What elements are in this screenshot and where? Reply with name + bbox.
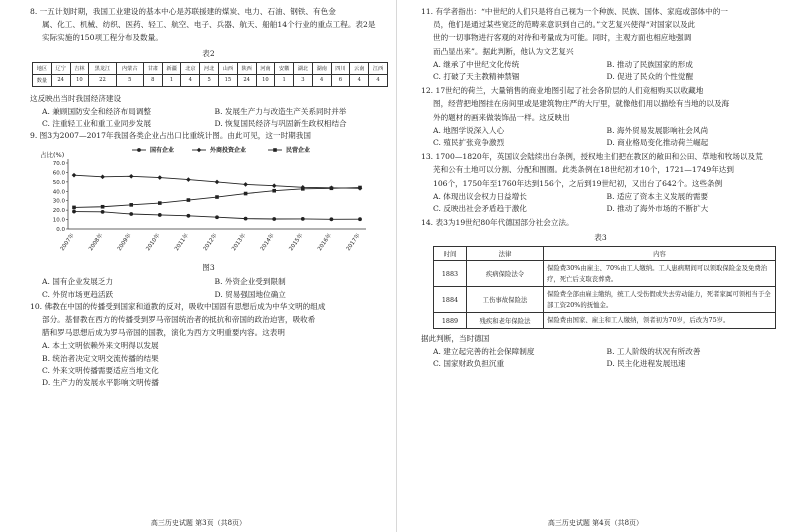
- q10-option-d[interactable]: D. 生产力的发展水平影响文明传播: [42, 378, 159, 388]
- table-row: [434, 313, 776, 329]
- table3-law: 残疾和老年保险法: [467, 313, 544, 329]
- question-10: [30, 301, 387, 389]
- export-share-line-chart: [30, 143, 386, 255]
- y-tick-label: 10.0: [52, 217, 65, 224]
- table2-count: 1: [275, 74, 294, 86]
- table2-count: 8: [143, 74, 162, 86]
- x-tick-label: 2017年: [345, 233, 362, 253]
- left-page-footer: 高三历史试题 第3页（共8页）: [150, 519, 247, 527]
- q14-stem: 14. 表3为19世纪80年代德国部分社会立法。: [421, 218, 574, 228]
- table2-header-region: 吉林: [70, 62, 89, 74]
- x-tick-label: 2014年: [259, 233, 276, 253]
- legend-label: 外商投资企业: [210, 147, 247, 155]
- q11-option-c[interactable]: C. 打破了天主教精神禁锢: [433, 72, 520, 82]
- q10-option-a[interactable]: A. 本土文明依赖外来文明得以发展: [42, 341, 159, 351]
- table2-header-region: 四川: [331, 62, 350, 74]
- x-tick-label: 2009年: [116, 233, 133, 253]
- table3-caption: 表3: [594, 233, 607, 243]
- q14-question: 据此判断，当时德国: [421, 333, 490, 343]
- table2-header-region: 湖南: [312, 62, 331, 74]
- data-point: [129, 203, 133, 207]
- table3-header-law: 法律: [467, 247, 544, 261]
- q8-option-a[interactable]: A. 兼顾国防安全和经济布局调整: [42, 106, 152, 116]
- table3-law: 疾病保险法令: [467, 261, 544, 287]
- data-point: [330, 187, 334, 191]
- table3-header-row: [434, 247, 776, 261]
- table2-header-region: 内蒙古: [116, 62, 143, 74]
- q12-option-a[interactable]: A. 地图学说深入人心: [433, 125, 505, 135]
- question-8: [30, 6, 387, 130]
- data-point: [215, 196, 219, 200]
- table2-count: 5: [200, 74, 219, 86]
- table2-header-region: 辽宁: [51, 62, 70, 74]
- table-row: [434, 287, 776, 313]
- q14-option-c[interactable]: C. 国家财政负担沉重: [433, 359, 505, 369]
- q9-stem: 9. 图3为2007—2017年我国各类企业占出口比重统计图。由此可见，这一时期我国: [30, 131, 311, 141]
- table2-count: 10: [70, 74, 89, 86]
- data-point: [101, 210, 105, 214]
- table2-header-region: 山西: [218, 62, 237, 74]
- data-point: [101, 205, 105, 209]
- q11-stem-line2: 员，他们是通过某些宽泛的范畴来意识到自己的。”文艺复兴使得“对国家以及此: [433, 20, 696, 30]
- data-point: [272, 184, 277, 189]
- q10-stem-line2: 部分。基督教在西方的传播受到罗马帝国统治者的抵抗和帝国的政治迫害，吸收希: [42, 315, 316, 325]
- x-tick-label: 2016年: [316, 233, 334, 253]
- q8-option-d[interactable]: D. 恢复国民经济与巩固新生政权相结合: [214, 119, 347, 129]
- q10-stem-line3: 腊和罗马思想后成为罗马帝国的国教，演化为西方文明重要内容。这表明: [42, 328, 285, 338]
- q13-stem-line3: 106个，1750年至1760年达到156个，之后到19世纪初，又出台了642个。这些条例: [433, 178, 723, 188]
- table2-header-region: 河南: [256, 62, 275, 74]
- q12-option-c[interactable]: C. 殖民扩张竞争激烈: [433, 138, 505, 148]
- q11-option-d[interactable]: D. 促进了民众的个性觉醒: [606, 72, 694, 82]
- q13-stem-line1: 13. 1700—1820年，英国议会陆续出台条例，授权地主们把在教区的敞田和公田、草地和牧场以及荒: [421, 152, 763, 162]
- x-tick-label: 2011年: [173, 233, 191, 253]
- data-point: [158, 202, 162, 206]
- question-11: [421, 6, 780, 83]
- question-14: [421, 217, 780, 370]
- table2-count: 4: [312, 74, 331, 86]
- table-3: [433, 246, 776, 329]
- table2-count: 6: [331, 74, 350, 86]
- q10-option-c[interactable]: C. 外来文明传播需要适应当地文化: [42, 365, 159, 375]
- table2-header-region: 湖北: [294, 62, 313, 74]
- y-tick-label: 60.0: [52, 170, 65, 177]
- x-tick-label: 2013年: [231, 233, 248, 253]
- right-page: [397, 0, 794, 532]
- table2-count: 4: [369, 74, 388, 86]
- data-point: [301, 187, 305, 191]
- q14-option-b[interactable]: B. 工人阶级的状况有所改善: [606, 347, 701, 357]
- q11-option-a[interactable]: A. 继承了中世纪文化传统: [433, 59, 520, 69]
- table2-data-row: [33, 74, 388, 86]
- q13-stem-line2: 芜和公有土地可以分割、分配和围圈。此类条例在18世纪初才10个，1721—1749年达到: [433, 165, 734, 175]
- x-tick-label: 2010年: [145, 233, 162, 253]
- q10-option-b[interactable]: B. 统治者决定文明交流传播的结果: [42, 353, 159, 363]
- table2-row-label: 数量: [33, 74, 52, 86]
- table2-header-label: 地区: [33, 62, 52, 74]
- q8-option-c[interactable]: C. 注重轻工业和重工业同步发展: [42, 119, 152, 129]
- table3-year: 1884: [434, 287, 467, 313]
- data-point: [158, 213, 162, 217]
- table2-count: 10: [256, 74, 275, 86]
- table3-content: 保险费全部由雇主缴纳，统工人受伤假或失去劳动能力，死者家属可领相当于全部工资20%的抚恤金。: [544, 287, 776, 313]
- q11-stem-line1: 11. 有学者指出：“中世纪的人们只是将自己视为一个种族、民族、国体、家庭或部体中的一: [421, 7, 728, 16]
- q8-stem-line2: 属、化工、机械、纺织、医药、轻工、航空、电子、兵器、航天、船舶14个行业的重点工程。表2是: [42, 20, 376, 30]
- table2-caption: 表2: [202, 48, 215, 58]
- data-point: [330, 218, 334, 222]
- y-tick-label: 0.0: [56, 227, 65, 234]
- data-point: [244, 217, 248, 221]
- y-tick-label: 30.0: [52, 199, 65, 206]
- table2-header-region: 陕西: [237, 62, 256, 74]
- data-point: [215, 216, 219, 220]
- q12-stem-line2: 图，经营把地图挂在房间里或是建筑物庄严的大厅里，就像他们用以描绘有当地的以及海: [433, 99, 730, 109]
- y-axis-label: 占比(%): [40, 151, 65, 160]
- legend-label: 民营企业: [286, 147, 311, 155]
- data-point: [301, 217, 305, 221]
- table2-count: 15: [218, 74, 237, 86]
- table2-count: 5: [116, 74, 143, 86]
- legend-marker: [197, 148, 202, 153]
- data-point: [215, 180, 220, 185]
- q11-stem-line3: 世的一切事物进行客观的对待和考量成为可能。同时，主观方面也相应地强调: [433, 33, 692, 43]
- q8-option-b[interactable]: B. 发展生产力与改造生产关系同时并举: [214, 106, 347, 116]
- q9-option-c[interactable]: C. 外贸市场更趋活跃: [42, 289, 114, 299]
- q9-option-b[interactable]: B. 外资企业受到限制: [214, 277, 286, 287]
- q12-stem-line1: 12. 17世纪的荷兰，大量销售的商业地图引起了社会各阶层的人们竞相购买以收藏地: [421, 86, 704, 96]
- q8-stem-line3: 实际实施的150项工程分布及数量。: [42, 33, 163, 43]
- table3-content: 保险费由国家、雇主和工人缴纳，领者初为70岁，后改为75岁。: [544, 313, 776, 329]
- table2-count: 24: [51, 74, 70, 86]
- table-2: [32, 62, 388, 87]
- data-point: [72, 173, 77, 178]
- q10-stem-line1: 10. 佛教在中国的传播受到国家和道教的反对，吸收中国固有思想后成为中华文明的组成: [30, 301, 326, 311]
- q9-option-d[interactable]: D. 贸易强国地位确立: [214, 289, 286, 299]
- table2-count: 22: [89, 74, 116, 86]
- legend-marker: [137, 149, 141, 153]
- table2-header-region: 云南: [350, 62, 369, 74]
- data-point: [186, 178, 191, 183]
- data-point: [72, 206, 76, 210]
- table2-count: 1: [162, 74, 181, 86]
- y-tick-label: 50.0: [52, 180, 65, 187]
- q12-stem-line3: 外的题材的画来做装饰品一样。这反映出: [433, 112, 570, 122]
- figure3-caption: 图3: [202, 263, 215, 273]
- table3-header-year: 时间: [434, 247, 467, 261]
- q9-option-a[interactable]: A. 国有企业发展乏力: [42, 277, 114, 287]
- right-page-footer: 高三历史试题 第4页（共8页）: [547, 519, 644, 527]
- table2-header-region: 新疆: [162, 62, 181, 74]
- q8-question: 这反映出当时我国经济建设: [30, 93, 122, 103]
- data-point: [129, 174, 134, 179]
- data-point: [358, 186, 362, 190]
- legend-marker: [273, 149, 277, 153]
- y-tick-label: 20.0: [52, 208, 65, 215]
- q11-stem-line4: 而凸显出来”。据此判断，他认为文艺复兴: [433, 46, 574, 56]
- table3-law: 工伤事故保险法: [467, 287, 544, 313]
- table2-header-row: [33, 62, 388, 74]
- table3-content: 保险费30%由雇主、70%由工人缴纳。工人患病期间可以领取保险金及免费治疗，死亡后支取丧葬费。: [544, 261, 776, 287]
- data-point: [243, 183, 248, 188]
- q12-option-d[interactable]: D. 商业格局变化推动荷兰崛起: [606, 138, 709, 148]
- data-point: [187, 214, 191, 218]
- data-point: [187, 199, 191, 203]
- table3-year: 1889: [434, 313, 467, 329]
- data-point: [158, 176, 163, 181]
- question-9: [30, 130, 387, 301]
- question-12: [421, 85, 780, 149]
- table2-header-region: 甘肃: [143, 62, 162, 74]
- q14-option-a[interactable]: A. 建立起完善的社会保障制度: [433, 347, 535, 357]
- q13-option-b[interactable]: B. 适应了资本主义发展的需要: [606, 191, 709, 201]
- table2-header-region: 黑龙江: [89, 62, 116, 74]
- data-point: [129, 213, 133, 217]
- table2-header-region: 安徽: [275, 62, 294, 74]
- table2-count: 3: [294, 74, 313, 86]
- table-row: [434, 261, 776, 287]
- data-point: [244, 192, 248, 196]
- table3-year: 1883: [434, 261, 467, 287]
- q14-option-d[interactable]: D. 民主化进程发展迅速: [606, 359, 686, 369]
- data-point: [272, 189, 276, 193]
- table2-count: 4: [350, 74, 369, 86]
- q13-option-c[interactable]: C. 反映出社会矛盾趋于激化: [433, 204, 527, 214]
- data-point: [358, 218, 362, 222]
- table3-header-content: 内容: [544, 247, 776, 261]
- table2-count: 4: [181, 74, 200, 86]
- q13-option-a[interactable]: A. 体现出议会权力日益增长: [433, 191, 527, 201]
- table2-header-region: 北京: [181, 62, 200, 74]
- table2-count: 24: [237, 74, 256, 86]
- table2-header-region: 河北: [200, 62, 219, 74]
- y-tick-label: 70.0: [52, 161, 65, 168]
- data-point: [100, 175, 105, 180]
- q8-stem-line1: 8. 一五计划时期，我国工业建设的基本中心是苏联援建的煤炭、电力、石油、钢铁、有色金: [30, 7, 336, 16]
- question-13: [421, 151, 780, 215]
- x-tick-label: 2007年: [59, 233, 76, 253]
- data-point: [272, 218, 276, 222]
- x-tick-label: 2008年: [88, 233, 105, 253]
- x-tick-label: 2012年: [202, 233, 219, 253]
- legend-label: 国有企业: [150, 147, 175, 155]
- q11-option-b[interactable]: B. 推动了民族国家的形成: [606, 59, 693, 69]
- y-tick-label: 40.0: [52, 189, 65, 196]
- x-tick-label: 2015年: [288, 233, 305, 253]
- table2-header-region: 江西: [369, 62, 388, 74]
- q12-option-b[interactable]: B. 海外贸易发展影响社会风尚: [606, 125, 709, 135]
- data-point: [72, 210, 76, 214]
- q13-option-d[interactable]: D. 推动了海外市场的不断扩大: [606, 204, 709, 214]
